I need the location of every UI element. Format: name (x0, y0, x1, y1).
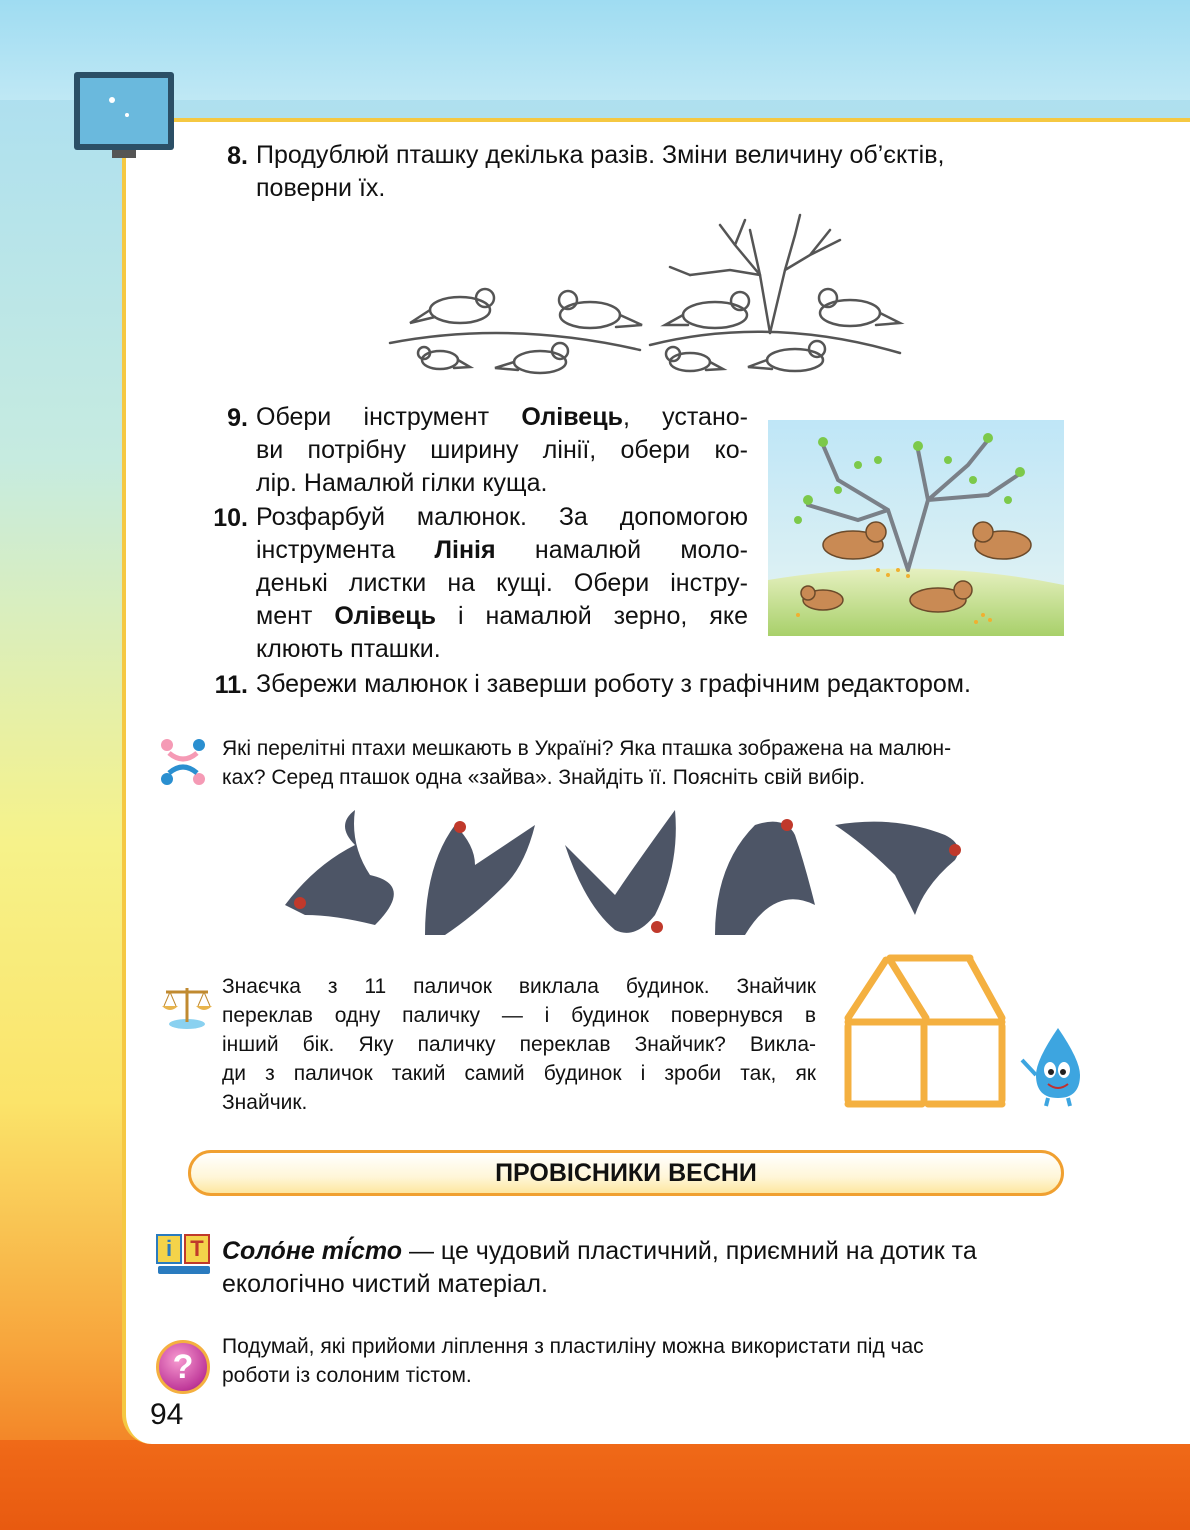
puzzle-line-4: ди з паличок такий самий будинок і зроби так, як (222, 1062, 816, 1085)
info-book-icon (156, 1234, 214, 1276)
bottom-band (0, 1440, 1190, 1530)
task-9-line-1 (256, 401, 748, 434)
task-number: 10. (213, 504, 248, 532)
task-9-text: Обери інструмент (256, 403, 522, 431)
colored-birds-picture (768, 420, 1064, 636)
puzzle-line-1: Знаєчка з 11 паличок виклала будинок. Знайчик (222, 975, 816, 998)
water-drop-mascot-icon (1018, 1020, 1090, 1108)
question-icon: ? (156, 1340, 210, 1394)
task-10-line-1: Розфарбуй малюнок. За допомогою (256, 503, 748, 531)
section-title-bar (188, 1150, 1064, 1196)
tool-name-pencil: Олівець (334, 602, 436, 630)
puzzle-line-5: Знайчик. (222, 1091, 308, 1114)
info-text: — це чудовий пластичний, приємний на дотик та (402, 1237, 977, 1265)
puzzle-line-3: інший бік. Яку паличку переклав Знайчик? Викла- (222, 1033, 816, 1056)
info-line-2: екологічно чистий матеріал. (222, 1270, 548, 1298)
task-9-text: , устано- (622, 403, 748, 431)
monitor-icon (72, 70, 182, 160)
task-9-line-2: ви потрібну ширину лінії, обери ко- (256, 436, 748, 464)
task-9-line-3: лір. Намалюй гілки куща. (256, 469, 548, 497)
matchstick-house-illustration (842, 950, 1010, 1110)
discussion-line-1: Які перелітні птахи мешкають в Україні? Яка пташка зображена на малюн- (222, 737, 952, 760)
question-line-1: Подумай, які прийоми ліплення з пластиліну можна використати під час (222, 1335, 924, 1358)
birds-outline-illustration (390, 215, 910, 390)
task-number: 8. (227, 142, 248, 170)
task-number: 9. (227, 404, 248, 432)
section-title: ПРОВІСНИКИ ВЕСНИ (495, 1159, 757, 1187)
task-8-line-1: Продублюй пташку декілька разів. Зміни величину об’єктів, (256, 141, 945, 169)
task-number: 11. (214, 671, 248, 699)
page-number: 94 (150, 1398, 184, 1431)
task-10-text: мент (256, 602, 335, 630)
discussion-line-2: ках? Серед пташок одна «зайва». Знайдіть її. Поясніть свій вибір. (222, 766, 866, 789)
question-line-2: роботи із солоним тістом. (222, 1364, 472, 1387)
info-letter: Т (184, 1234, 210, 1264)
info-term: Соло́не ті́сто (222, 1237, 403, 1265)
task-11-line-1: Збережи малюнок і заверши роботу з графічним редактором. (256, 670, 971, 698)
tool-name-line: Лінія (434, 536, 496, 564)
puzzle-line-2: переклав одну паличку — і будинок повернувся в (222, 1004, 816, 1027)
info-letter: і (156, 1234, 182, 1264)
task-8-line-2: поверни їх. (256, 174, 386, 202)
task-10-text: намалюй моло- (495, 536, 748, 564)
swallows-illustration (275, 805, 975, 945)
info-line-1 (222, 1235, 977, 1268)
task-10-line-2 (256, 534, 748, 567)
task-10-line-4 (256, 600, 748, 633)
tool-name-pencil: Олівець (521, 403, 623, 431)
group-discussion-icon (155, 735, 211, 791)
task-10-text: і намалюй зерно, яке (435, 602, 748, 630)
task-10-text: інструмента (256, 536, 435, 564)
task-10-line-3: денькі листки на кущі. Обери інстру- (256, 569, 748, 597)
scales-icon (158, 980, 216, 1030)
task-10-line-5: клюють пташки. (256, 635, 441, 663)
